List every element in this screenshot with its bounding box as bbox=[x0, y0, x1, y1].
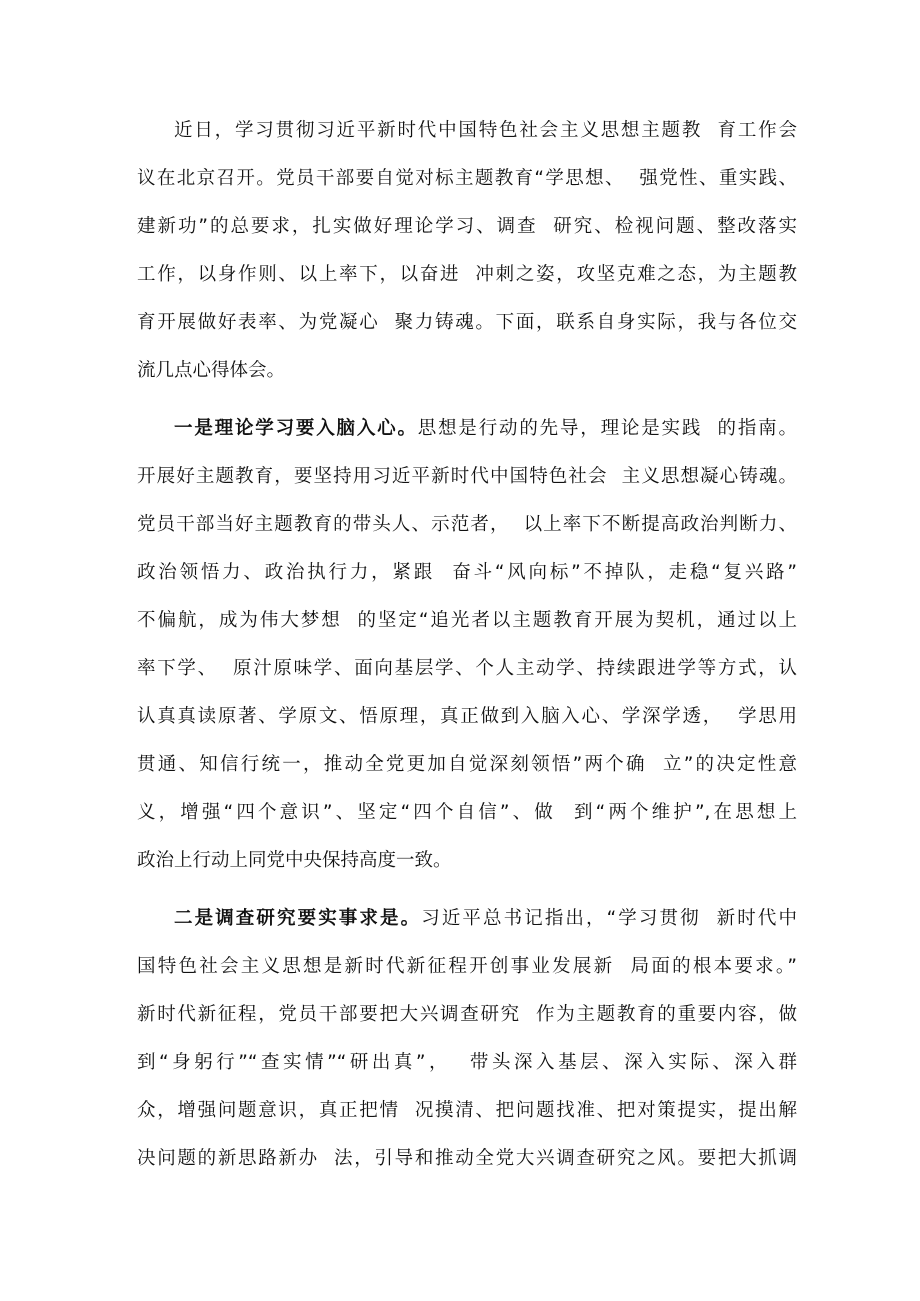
paragraph-1-line-2: 议在北京召开。党员干部要自觉对标主题教育“学思想、 强党性、重实践、 bbox=[137, 168, 797, 189]
paragraph-2-line-8: 贯通、知信行统一，推动全党更加自觉深刻领悟”两个确 立”的决定性意 bbox=[137, 754, 797, 775]
paragraph-2-line-1 bbox=[174, 414, 797, 444]
paragraph-2-line-7: 认真真读原著、学原文、悟原理，真正做到入脑入心、学深学透， 学思用 bbox=[137, 706, 797, 727]
paragraph-2-line-5: 不偏航，成为伟大梦想 的坚定“追光者以主题教育开展为契机，通过以上 bbox=[137, 610, 797, 631]
paragraph-2-lead: 一是理论学习要入脑入心。 bbox=[174, 418, 418, 439]
paragraph-2-line-6: 率下学、 原汁原味学、面向基层学、个人主动学、持续跟进学等方式，认 bbox=[137, 658, 797, 679]
paragraph-3-line-5: 众，增强问题意识，真正把情 况摸清、把问题找准、把对策提实，提出解 bbox=[137, 1100, 797, 1121]
paragraph-2-line-2: 开展好主题教育，要坚持用习近平新时代中国特色社会 主义思想凝心铸魂。 bbox=[137, 466, 797, 487]
paragraph-3-line-2: 国特色社会主义思想是新时代新征程开创事业发展新 局面的根本要求。” bbox=[137, 956, 797, 977]
paragraph-3-line-1-text: 习近平总书记指出，“学习贯彻 新时代中 bbox=[421, 908, 797, 929]
paragraph-1-line-5: 育开展做好表率、为党凝心 聚力铸魂。下面，联系自身实际，我与各位交 bbox=[137, 312, 797, 333]
paragraph-2-line-3: 党员干部当好主题教育的带头人、示范者， 以上率下不断提高政治判断力、 bbox=[137, 514, 797, 535]
paragraph-2-line-10: 政治上行动上同党中央保持高度一致。 bbox=[137, 850, 452, 871]
paragraph-3-lead: 二是调查研究要实事求是。 bbox=[174, 908, 422, 929]
paragraph-1-line-1: 近日，学习贯彻习近平新时代中国特色社会主义思想主题教 育工作会 bbox=[174, 120, 797, 141]
paragraph-1-line-3: 建新功”的总要求，扎实做好理论学习、调查 研究、检视问题、整改落实 bbox=[137, 216, 797, 237]
paragraph-3-line-1 bbox=[174, 904, 797, 934]
paragraph-1-line-6: 流几点心得体会。 bbox=[137, 360, 286, 381]
paragraph-2-line-4: 政治领悟力、政治执行力，紧跟 奋斗“风向标”不掉队，走稳“复兴路” bbox=[137, 562, 797, 583]
paragraph-3-line-3: 新时代新征程，党员干部要把大兴调查研究 作为主题教育的重要内容，做 bbox=[137, 1004, 797, 1025]
paragraph-1-line-4: 工作，以身作则、以上率下，以奋进 冲刺之姿，攻坚克难之态，为主题教 bbox=[137, 264, 797, 285]
paragraph-2-line-9: 义，增强“四个意识”、坚定“四个自信”、做 到“两个维护”,在思想上 bbox=[137, 802, 797, 823]
paragraph-3-line-4: 到“身躬行”“查实情”“研出真”， 带头深入基层、深入实际、深入群 bbox=[137, 1052, 797, 1073]
paragraph-2-line-1-text: 思想是行动的先导，理论是实践 的指南。 bbox=[417, 418, 797, 439]
paragraph-3-line-6: 决问题的新思路新办 法，引导和推动全党大兴调查研究之风。要把大抓调 bbox=[137, 1148, 797, 1169]
